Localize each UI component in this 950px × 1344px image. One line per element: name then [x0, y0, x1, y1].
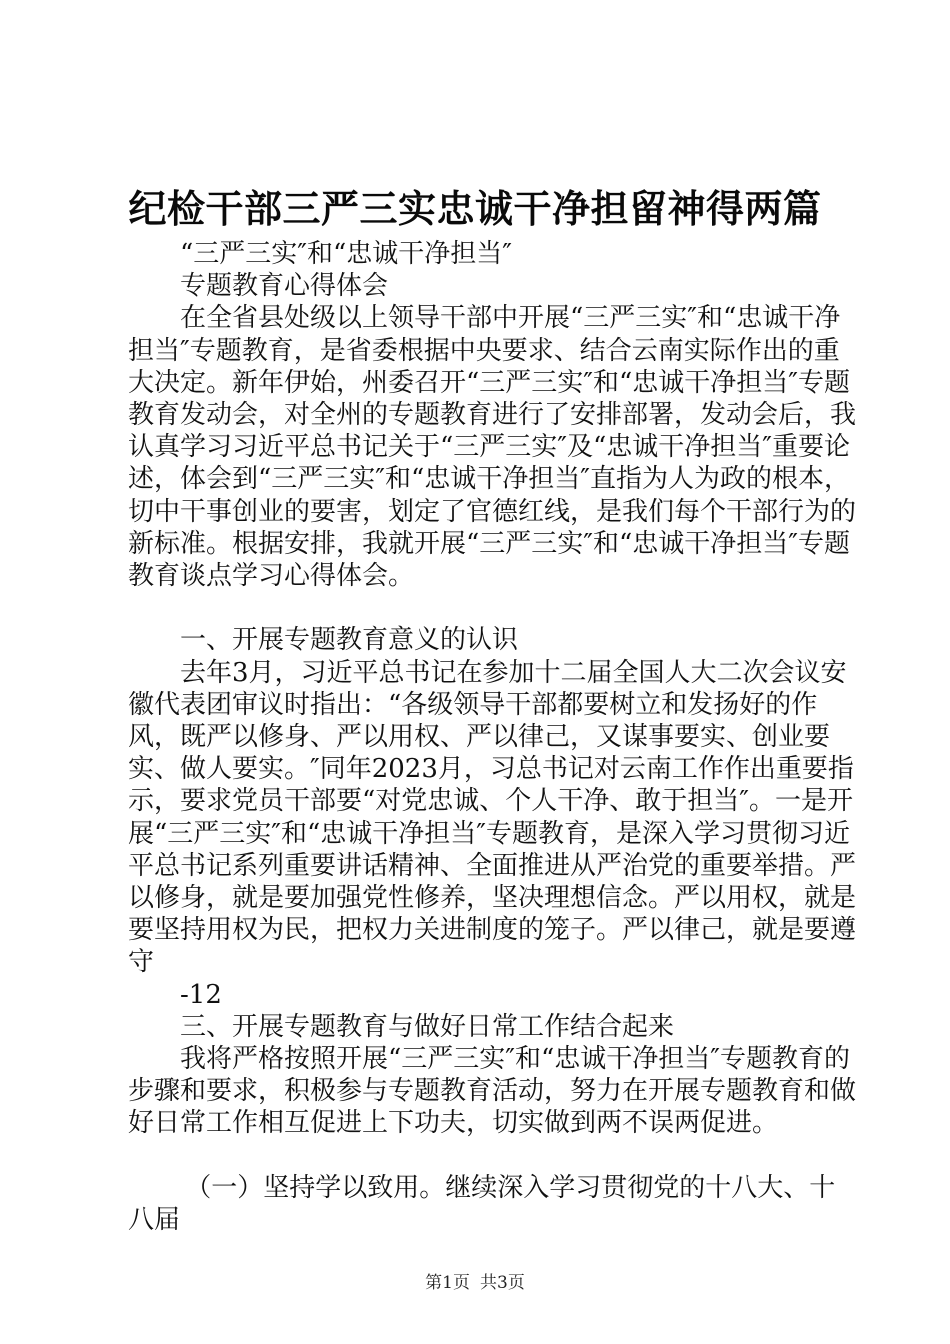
subsection-heading-1: （一）坚持学以致用。继续深入学习贯彻党的十八大、十八届	[128, 1172, 836, 1236]
page-total: 共3页	[480, 1273, 525, 1293]
paragraph-section-3: 我将严格按照开展“三严三实″和“忠诚干净担当″专题教育的步骤和要求，积极参与专题教育活动，努力在开展专题教育和做好日常工作相互促进上下功夫，切实做到两不误两促进。	[128, 1044, 857, 1139]
document-body	[128, 238, 858, 1236]
paragraph-section-1: 去年3月，习近平总书记在参加十二届全国人大二次会议安徽代表团审议时指出：“各级领导干部都要树立和发扬好的作风，既严以修身、严以用权、严以律己，又谋事要实、创业要实、做人要实。″同年2023月，习总书记对云南工作作出重要指示，要求党员干部要“对党忠诚、个人干净、敢于担当″。一是开展“三严三实″和“忠诚干净担当″专题教育，是深入学习贯彻习近平总书记系列重要讲话精神、全面推进从严治党的重要举措。严以修身，就是要加强党性修养，坚决理想信念。严以用权，就是要坚持用权为民，把权力关进制度的笼子。严以律己，就是要遵守	[128, 657, 857, 978]
section-heading-1: 一、开展专题教育意义的认识	[180, 625, 519, 656]
subtitle-line-2: 专题教育心得体会	[180, 271, 389, 302]
paragraph-intro: 在全省县处级以上领导干部中开展“三严三实″和“忠诚干净担当″专题教育，是省委根据中央要求、结合云南实际作出的重大决定。新年伊始，州委召开“三严三实″和“忠诚干净担当″专题教育发动会，对全州的专题教育进行了安排部署，发动会后，我认真学习习近平总书记关于“三严三实″及“忠诚干净担当″重要论述，体会到“三严三实″和“忠诚干净担当″直指为人为政的根本，切中干事创业的要害，划定了官德红线，是我们每个干部行为的新标准。根据安排，我就开展“三严三实″和“忠诚干净担当″专题教育谈点学习心得体会。	[128, 303, 857, 592]
section-heading-3: 三、开展专题教育与做好日常工作结合起来	[180, 1011, 675, 1042]
subtitle-line-1: “三严三实″和“忠诚干净担当″	[180, 239, 513, 269]
page-footer	[0, 1272, 950, 1294]
page-number: 第1页	[425, 1273, 470, 1293]
document-title: 纪检干部三严三实忠诚干净担留神得两篇	[128, 186, 822, 231]
page-marker: -12	[180, 979, 222, 1010]
